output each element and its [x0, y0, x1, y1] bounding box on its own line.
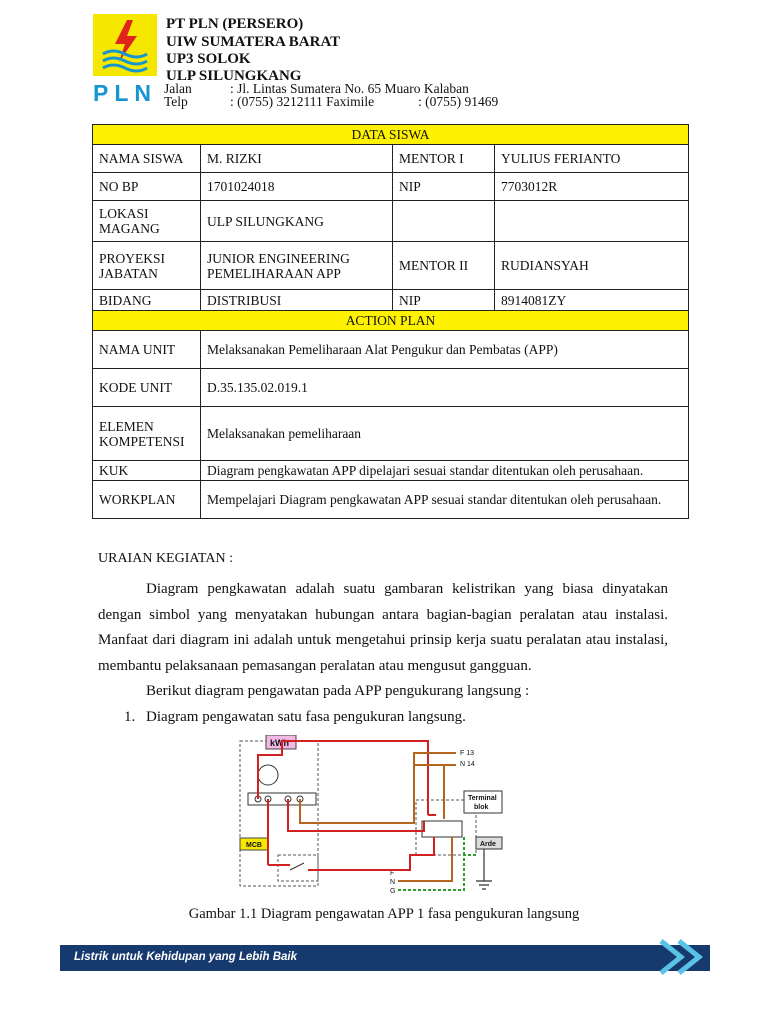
cell-value: JUNIOR ENGINEERING PEMELIHARAAN APP: [201, 242, 393, 290]
pln-wordmark: PLN: [93, 80, 157, 106]
wire-neutral-2: [414, 765, 456, 819]
wire-neutral-3: [398, 837, 452, 881]
cell-label: KUK: [93, 461, 201, 481]
pln-logo: [93, 14, 157, 76]
meter-coil-icon: [258, 765, 278, 785]
arde-label: Arde: [480, 841, 496, 848]
org-line-3: UP3 SOLOK: [166, 51, 251, 67]
terminal-label-2: blok: [474, 804, 489, 811]
wire-phase-2: [288, 799, 424, 831]
mcb-label: MCB: [246, 842, 262, 849]
address-label: Jalan: [164, 81, 192, 96]
cell-value: Diagram pengkawatan APP dipelajari sesuai standar ditentukan oleh perusahaan.: [201, 461, 689, 481]
cell-value: M. RIZKI: [201, 145, 393, 173]
section-title: URAIAN KEGIATAN :: [98, 551, 233, 566]
cell-value: DISTRIBUSI: [201, 290, 393, 311]
footer-tagline: Listrik untuk Kehidupan yang Lebih Baik: [74, 951, 297, 963]
cell-label: MENTOR I: [393, 145, 495, 173]
ground-icon: [476, 849, 492, 889]
cell-label: NO BP: [93, 173, 201, 201]
mcb-switch-icon: [290, 863, 304, 870]
cell-value: D.35.135.02.019.1: [201, 369, 689, 407]
cell-label: BIDANG: [93, 290, 201, 311]
list-number: 1.: [124, 709, 136, 725]
fax-value: : (0755) 91469: [418, 94, 499, 109]
cell-label: NAMA SISWA: [93, 145, 201, 173]
figure-caption: Gambar 1.1 Diagram pengawatan APP 1 fasa pengukuran langsung: [188, 906, 580, 922]
address-value: : Jl. Lintas Sumatera No. 65 Muaro Kalaban: [230, 81, 469, 96]
wire-neutral: [300, 753, 456, 823]
cell-label: LOKASI MAGANG: [93, 201, 201, 242]
f13-label: F 13: [460, 750, 475, 757]
wiring-diagram: [238, 735, 508, 895]
cell-value: Melaksanakan pemeliharaan: [201, 407, 689, 461]
org-line-4: ULP SILUNGKANG: [166, 68, 302, 84]
data-table: [92, 124, 689, 519]
cell-value: 1701024018: [201, 173, 393, 201]
phone-label: Telp: [164, 94, 188, 109]
cell-label: KODE UNIT: [93, 369, 201, 407]
wire-phase-4: [308, 837, 434, 870]
cell-value: ULP SILUNGKANG: [201, 201, 393, 242]
wire-phase: [258, 741, 436, 815]
cell-value: RUDIANSYAH: [495, 242, 689, 290]
cell-value: [495, 201, 689, 242]
n14-label: N 14: [460, 761, 475, 768]
phone-value: : (0755) 3212111 Faximile: [230, 94, 375, 109]
cell-value: Mempelajari Diagram pengkawatan APP sesuai standar ditentukan oleh perusahaan.: [201, 481, 689, 519]
cell-value: 8914081ZY: [495, 290, 689, 311]
org-line-2: UIW SUMATERA BARAT: [166, 34, 341, 50]
cell-label: [393, 201, 495, 242]
n-label: N: [390, 879, 396, 886]
data-siswa-header: DATA SISWA: [93, 125, 689, 145]
g-label: G: [390, 888, 396, 895]
action-plan-header: ACTION PLAN: [93, 311, 689, 331]
kwh-label: kWh: [270, 738, 289, 748]
org-line-1: PT PLN (PERSERO): [166, 16, 304, 32]
cell-label: NIP: [393, 173, 495, 201]
cell-label: ELEMEN KOMPETENSI: [93, 407, 201, 461]
list-item: Diagram pengawatan satu fasa pengukuran langsung.: [146, 709, 466, 725]
cell-value: YULIUS FERIANTO: [495, 145, 689, 173]
cell-label: MENTOR II: [393, 242, 495, 290]
cell-label: NIP: [393, 290, 495, 311]
cell-label: PROYEKSI JABATAN: [93, 242, 201, 290]
cell-label: WORKPLAN: [93, 481, 201, 519]
lightning-logo-icon: [93, 14, 157, 76]
f-label: F: [390, 870, 395, 877]
intro-line: Berikut diagram pengawatan pada APP pengukurang langsung :: [146, 683, 530, 699]
cell-value: 7703012R: [495, 173, 689, 201]
footer-chevron-icon: [655, 935, 715, 980]
terminal-label-1: Terminal: [468, 795, 497, 802]
cell-label: NAMA UNIT: [93, 331, 201, 369]
cell-value: Melaksanakan Pemeliharaan Alat Pengukur dan Pembatas (APP): [201, 331, 689, 369]
mcb-outline: [278, 855, 318, 881]
terminal-block: [422, 821, 462, 837]
body-paragraph: Diagram pengkawatan adalah suatu gambaran kelistrikan yang biasa dinyatakan dengan simbol yang menyatakan hubungan antara bagian-bagian peralatan atau instalasi. Manfaat dari diagram ini adalah untuk mengetahui prinsip kerja suatu peralatan atau instalasi, membantu pelaksanaan pemasangan peralatan atau mengusut gangguan.: [98, 581, 668, 674]
